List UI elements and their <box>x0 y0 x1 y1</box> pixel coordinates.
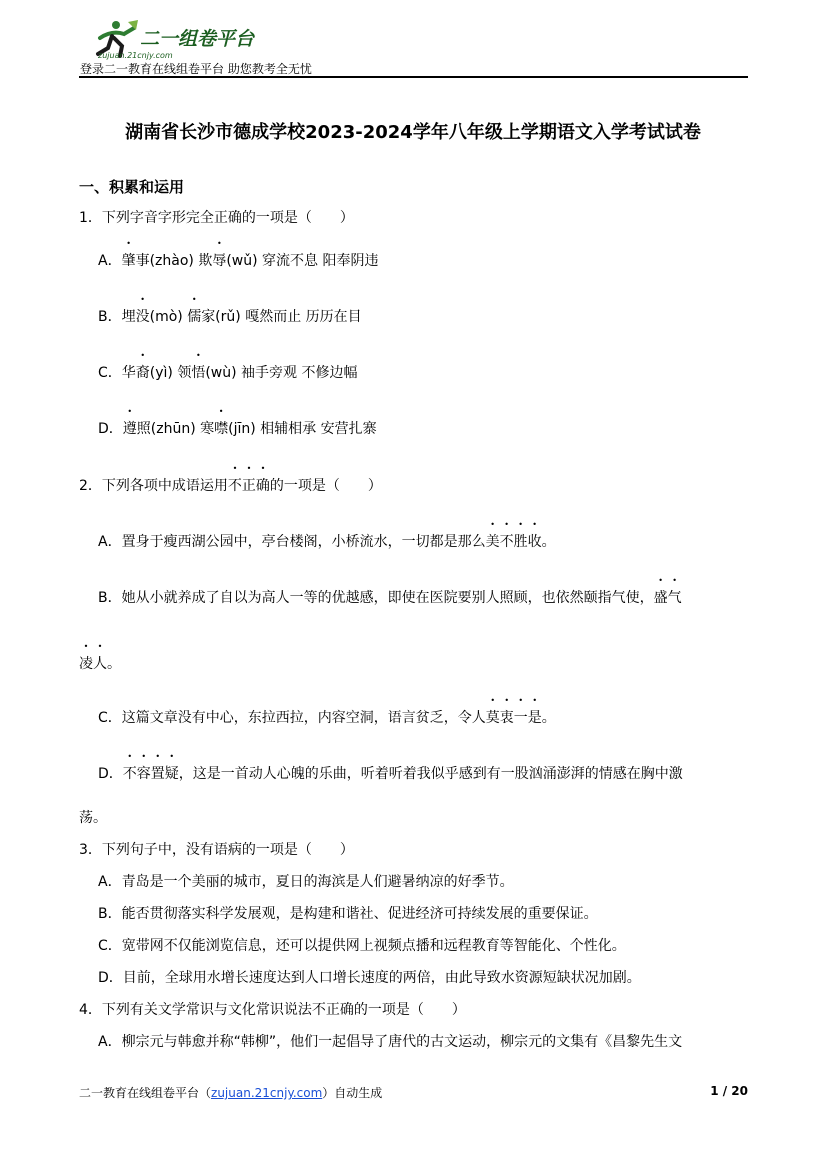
question-3-option-a: A．青岛是一个美丽的城市，夏日的海滨是人们避暑纳凉的好季节。 <box>98 874 514 890</box>
question-2-option-c: C．这篇文章没有中心，东拉西拉，内容空洞，语言贫乏，令人莫衷一是。 <box>98 710 556 726</box>
page-title: 湖南省长沙市德成学校2023-2024学年八年级上学期语文入学考试试卷 <box>125 122 701 143</box>
question-4-stem: 4．下列有关文学常识与文化常识说法不正确的一项是（ ） <box>79 1002 466 1018</box>
question-2-option-d-cont: 荡。 <box>79 810 107 826</box>
question-2-option-b-cont: 凌人。 <box>79 656 121 672</box>
footer-link[interactable]: zujuan.21cnjy.com <box>211 1086 323 1100</box>
page-number: 1 / 20 <box>710 1084 748 1098</box>
question-1-option-d: D．遵照(zhūn) 寒噤(jīn) 相辅相承 安营扎寨 <box>98 421 377 437</box>
question-3-option-b: B．能否贯彻落实科学发展观，是构建和谐社、促进经济可持续发展的重要保证。 <box>98 906 598 922</box>
question-3-stem: 3．下列句子中，没有语病的一项是（ ） <box>79 842 354 858</box>
header-divider <box>79 76 748 78</box>
question-2-option-a: A．置身于瘦西湖公园中，亭台楼阁，小桥流水，一切都是那么美不胜收。 <box>98 534 556 550</box>
question-4-option-a: A．柳宗元与韩愈并称“韩柳”，他们一起倡导了唐代的古文运动，柳宗元的文集有《昌黎先生文 <box>98 1034 683 1050</box>
site-logo <box>90 18 265 60</box>
question-2-stem: 2．下列各项中成语运用不正确的一项是（ ） <box>79 478 382 494</box>
question-1-option-a: A．肇事(zhào) 欺辱(wǔ) 穿流不息 阳奉阴违 <box>98 253 379 269</box>
question-3-option-c: C．宽带网不仅能浏览信息，还可以提供网上视频点播和远程教育等智能化、个性化。 <box>98 938 626 954</box>
footer-credit: 二一教育在线组卷平台（zujuan.21cnjy.com）自动生成 <box>79 1086 383 1100</box>
logo-text: 二一组卷平台 <box>140 28 255 50</box>
question-1-option-c: C．华裔(yì) 领悟(wù) 袖手旁观 不修边幅 <box>98 365 358 381</box>
section-heading: 一、积累和运用 <box>79 178 185 196</box>
question-2-option-b: B．她从小就养成了自以为高人一等的优越感，即使在医院要别人照顾，也依然颐指气使，盛气 <box>98 590 682 606</box>
question-1-option-b: B．埋没(mò) 儒家(rǔ) 嘎然而止 历历在目 <box>98 309 362 325</box>
question-2-option-d: D．不容置疑，这是一首动人心魄的乐曲，听着听着我似乎感到有一股汹涌澎湃的情感在胸中激 <box>98 766 683 782</box>
question-1-stem: 1．下列字音字形完全正确的一项是（ ） <box>79 210 354 226</box>
question-3-option-d: D．目前，全球用水增长速度达到人口增长速度的两倍，由此导致水资源短缺状况加剧。 <box>98 970 641 986</box>
logo-subtext: zujuan.21cnjy.com <box>98 51 173 60</box>
header-subtitle: 登录二一教育在线组卷平台 助您教考全无忧 <box>80 62 312 76</box>
